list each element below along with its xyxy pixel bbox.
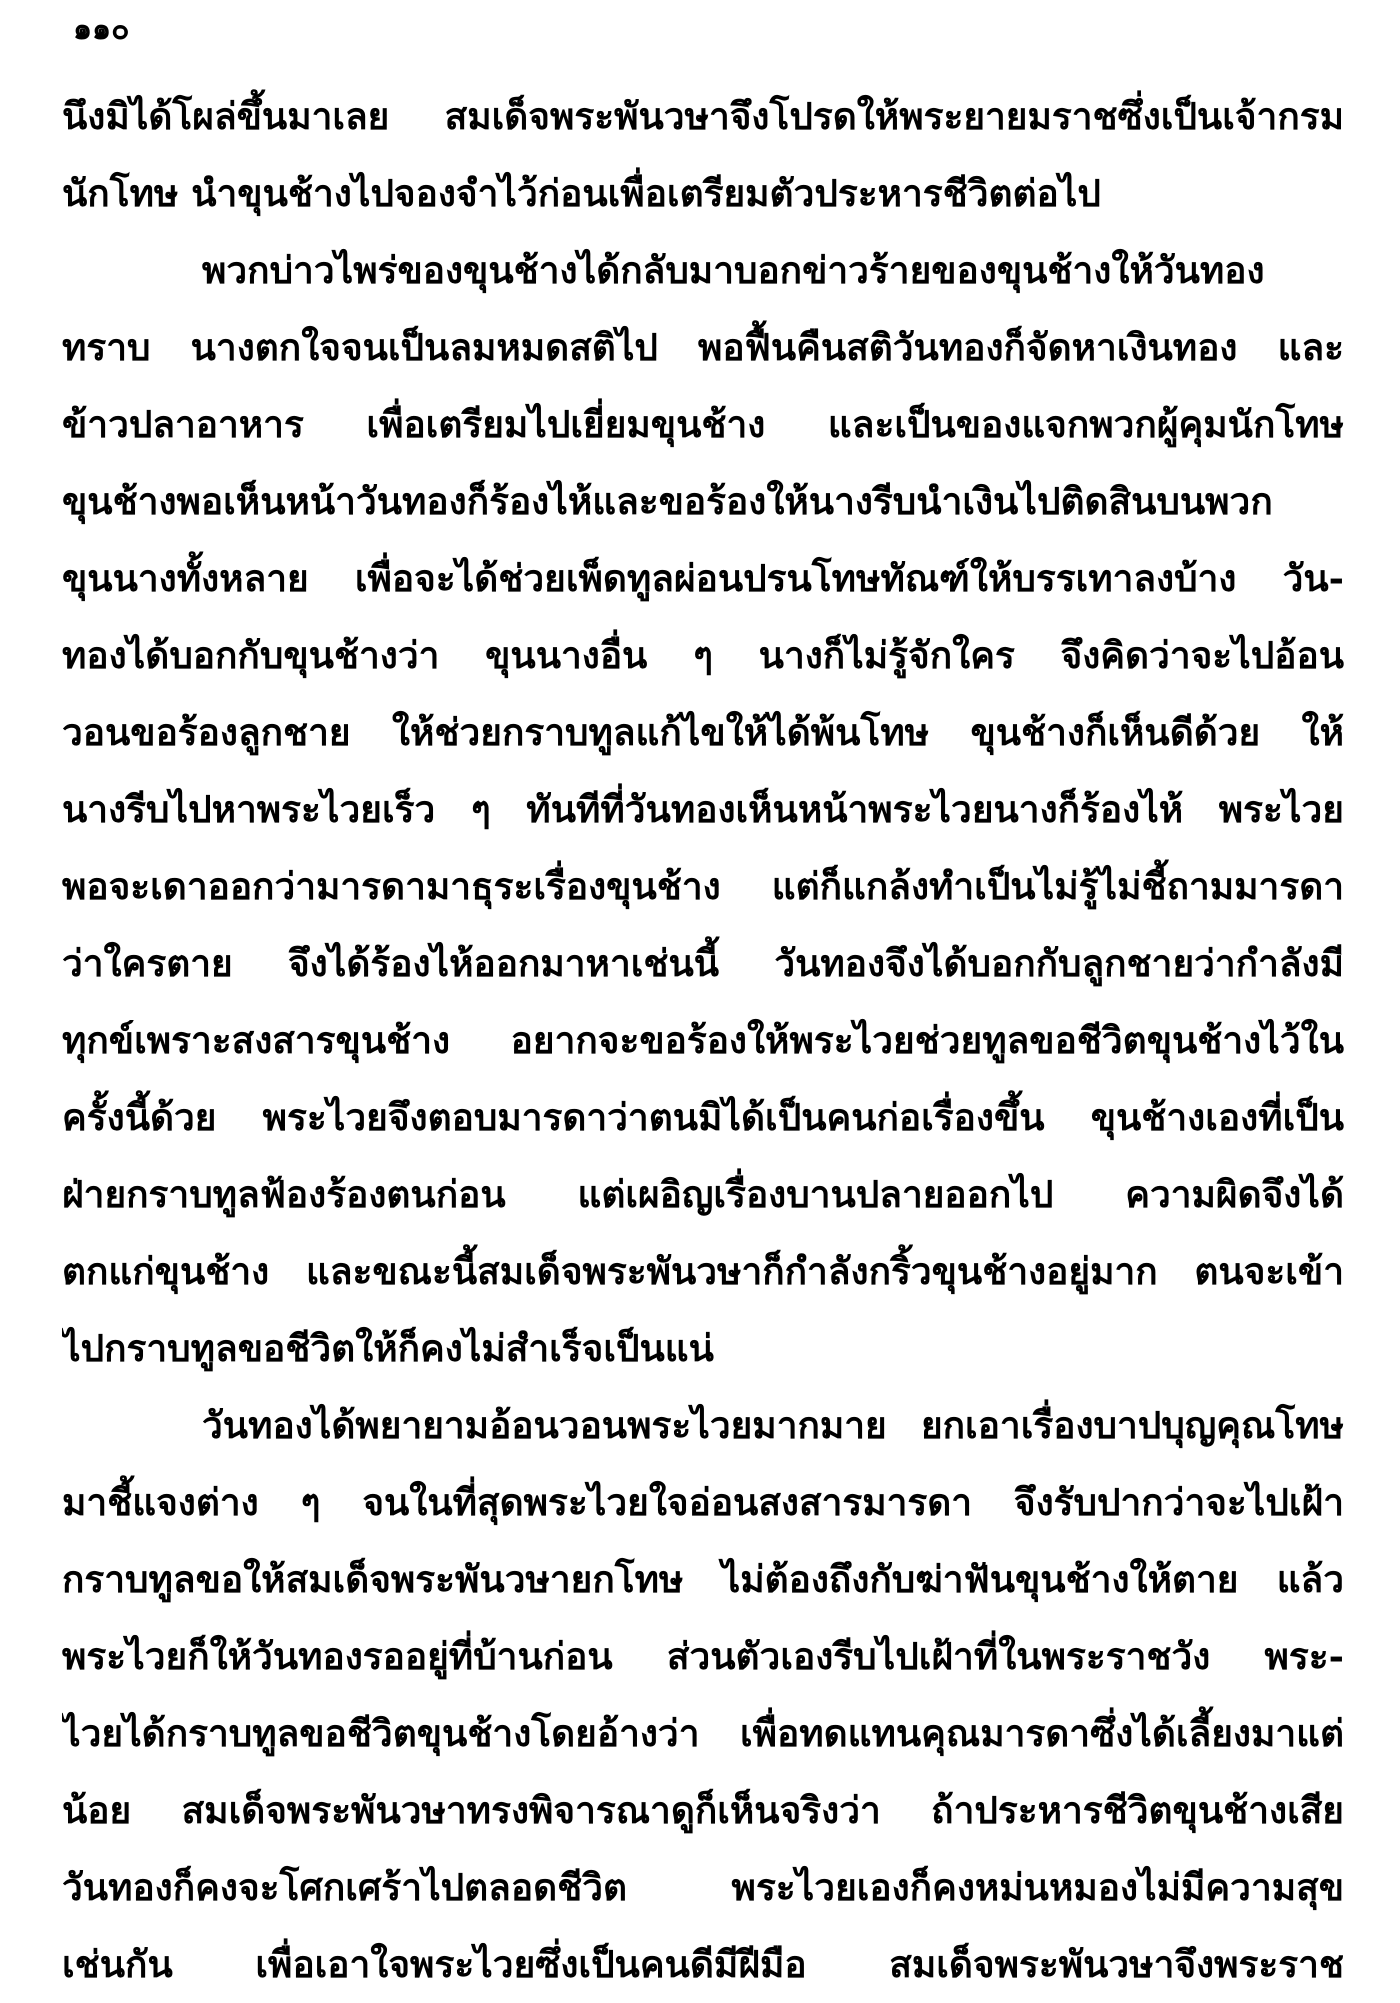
text-line: ขุนช้างพอเห็นหน้าวันทองก็ร้องไห้และขอร้องให้นางรีบนำเงินไปติดสินบนพวก [62, 479, 1273, 523]
text-line: ฝ่ายกราบทูลฟ้องร้องตนก่อน แต่เผอิญเรื่องบานปลายออกไป ความผิดจึงได้ [62, 1172, 1344, 1216]
text-line: นางรีบไปหาพระไวยเร็ว ๆ ทันทีที่วันทองเห็นหน้าพระไวยนางก็ร้องไห้ พระไวย [62, 787, 1344, 831]
text-line: ว่าใครตาย จึงได้ร้องไห้ออกมาหาเช่นนี้ วันทองจึงได้บอกกับลูกชายว่ากำลังมี [62, 941, 1344, 985]
text-line: ไวยได้กราบทูลขอชีวิตขุนช้างโดยอ้างว่า เพื่อทดแทนคุณมารดาซึ่งได้เลี้ยงมาแต่ [62, 1711, 1344, 1755]
page-number: ๑๑๐ [73, 12, 130, 47]
text-line: นักโทษ นำขุนช้างไปจองจำไว้ก่อนเพื่อเตรียมตัวประหารชีวิตต่อไป [62, 171, 1101, 215]
text-line: วันทองก็คงจะโศกเศร้าไปตลอดชีวิต พระไวยเองก็คงหม่นหมองไม่มีความสุข [62, 1865, 1344, 1909]
text-line: เช่นกัน เพื่อเอาใจพระไวยซึ่งเป็นคนดีมีฝีมือ สมเด็จพระพันวษาจึงพระราช [62, 1942, 1344, 1986]
text-line: ครั้งนี้ด้วย พระไวยจึงตอบมารดาว่าตนมิได้เป็นคนก่อเรื่องขึ้น ขุนช้างเองที่เป็น [62, 1095, 1344, 1139]
text-line: ทราบ นางตกใจจนเป็นลมหมดสติไป พอฟื้นคืนสติวันทองก็จัดหาเงินทอง และ [62, 325, 1344, 369]
text-line: วันทองได้พยายามอ้อนวอนพระไวยมากมาย ยกเอาเรื่องบาปบุญคุณโทษ [202, 1403, 1344, 1447]
text-line: พอจะเดาออกว่ามารดามาธุระเรื่องขุนช้าง แต่ก็แกล้งทำเป็นไม่รู้ไม่ชี้ถามมารดา [62, 864, 1344, 908]
text-line: กราบทูลขอให้สมเด็จพระพันวษายกโทษ ไม่ต้องถึงกับฆ่าฟันขุนช้างให้ตาย แล้ว [62, 1557, 1344, 1601]
body-text [62, 78, 1344, 2003]
text-line: ทองได้บอกกับขุนช้างว่า ขุนนางอื่น ๆ นางก็ไม่รู้จักใคร จึงคิดว่าจะไปอ้อน [62, 633, 1344, 677]
text-line: น้อย สมเด็จพระพันวษาทรงพิจารณาดูก็เห็นจริงว่า ถ้าประหารชีวิตขุนช้างเสีย [62, 1788, 1344, 1832]
text-line: พระไวยก็ให้วันทองรออยู่ที่บ้านก่อน ส่วนตัวเองรีบไปเฝ้าที่ในพระราชวัง พระ- [62, 1634, 1344, 1678]
text-line: นึงมิได้โผล่ขึ้นมาเลย สมเด็จพระพันวษาจึงโปรดให้พระยายมราชซึ่งเป็นเจ้ากรม [62, 94, 1344, 138]
text-line: ข้าวปลาอาหาร เพื่อเตรียมไปเยี่ยมขุนช้าง และเป็นของแจกพวกผู้คุมนักโทษ [62, 402, 1344, 446]
text-line: ไปกราบทูลขอชีวิตให้ก็คงไม่สำเร็จเป็นแน่ [62, 1326, 714, 1370]
text-line: ตกแก่ขุนช้าง และขณะนี้สมเด็จพระพันวษาก็กำลังกริ้วขุนช้างอยู่มาก ตนจะเข้า [62, 1249, 1344, 1293]
text-line: พวกบ่าวไพร่ของขุนช้างได้กลับมาบอกข่าวร้ายของขุนช้างให้วันทอง [202, 248, 1265, 292]
text-line: ทุกข์เพราะสงสารขุนช้าง อยากจะขอร้องให้พระไวยช่วยทูลขอชีวิตขุนช้างไว้ใน [62, 1018, 1344, 1062]
text-line: มาชี้แจงต่าง ๆ จนในที่สุดพระไวยใจอ่อนสงสารมารดา จึงรับปากว่าจะไปเฝ้า [62, 1480, 1344, 1524]
text-line: วอนขอร้องลูกชาย ให้ช่วยกราบทูลแก้ไขให้ได้พ้นโทษ ขุนช้างก็เห็นดีด้วย ให้ [62, 710, 1344, 754]
text-line: ขุนนางทั้งหลาย เพื่อจะได้ช่วยเพ็ดทูลผ่อนปรนโทษทัณฑ์ให้บรรเทาลงบ้าง วัน- [62, 556, 1344, 600]
